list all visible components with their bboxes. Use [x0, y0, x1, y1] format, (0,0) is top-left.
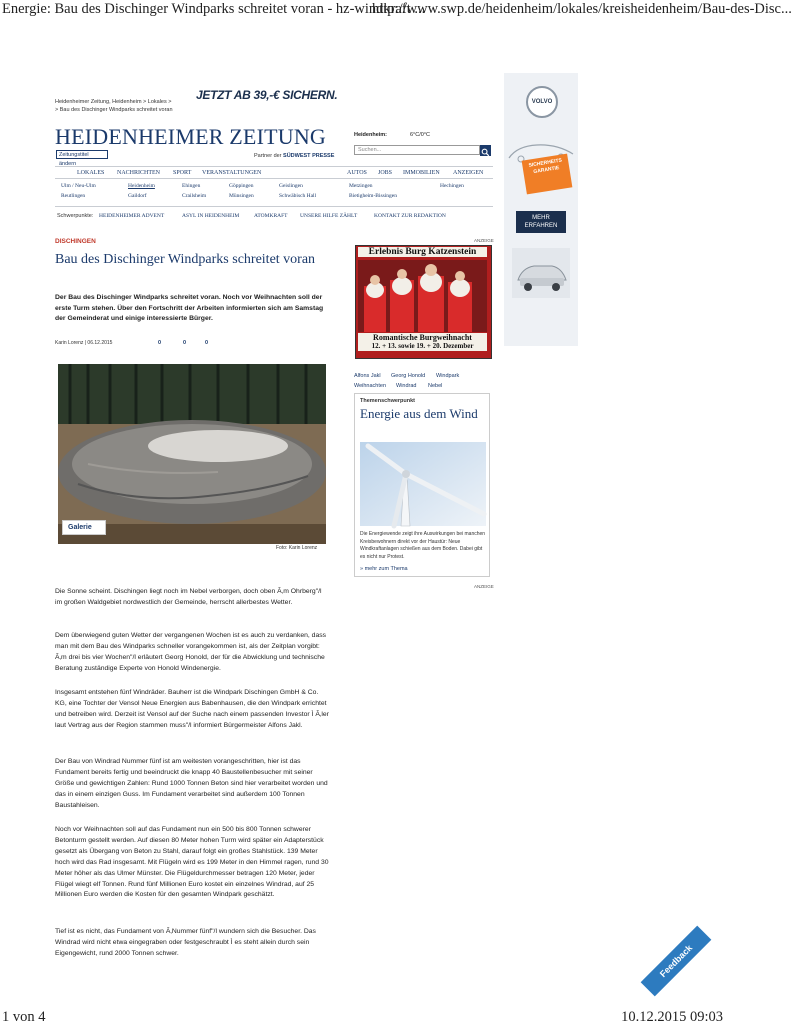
tag-link[interactable]: Georg Honold	[391, 373, 426, 379]
event-ad-line: Romantische Burgweihnacht	[373, 333, 472, 342]
santa-claus-image	[358, 260, 487, 332]
print-datetime: 10.12.2015 09:03	[621, 1009, 723, 1025]
nav-sport[interactable]: SPORT	[173, 170, 192, 176]
search-icon	[480, 147, 491, 158]
nav-immobilien[interactable]: IMMOBILIEN	[403, 170, 440, 176]
top-banner-ad[interactable]: JETZT AB 39,-€ SICHERN.	[196, 88, 338, 102]
nav-divider	[55, 166, 493, 167]
hot-topic-link[interactable]: UNSERE HILFE ZÄHLT	[300, 213, 358, 219]
article-byline: Karin Lorenz | 06.12.2015	[55, 340, 113, 346]
nav-divider	[55, 178, 493, 179]
region-link[interactable]: Metzingen	[349, 183, 373, 189]
region-link-active[interactable]: Heidenheim	[128, 183, 155, 189]
partner-line	[254, 153, 334, 159]
nav-veranstaltungen[interactable]: VERANSTALTUNGEN	[202, 170, 262, 176]
article-headline: Bau des Dischinger Windparks schreitet voran	[55, 252, 316, 267]
guarantee-badge: SICHERHEITS GARANTIE	[522, 154, 573, 195]
event-ad-subtitle	[358, 333, 487, 351]
region-link[interactable]: Ulm / Neu-Ulm	[61, 183, 96, 189]
hot-topic-link[interactable]: HEIDENHEIMER ADVENT	[99, 213, 165, 219]
wind-turbine-image[interactable]	[360, 442, 486, 526]
gallery-button[interactable]: Galerie	[62, 520, 106, 535]
nav-jobs[interactable]: JOBS	[378, 170, 393, 176]
partner-prefix: Partner der	[254, 153, 282, 159]
tag-link[interactable]: Weihnachten	[354, 383, 387, 389]
topic-more-link[interactable]: » mehr zum Thema	[360, 566, 408, 572]
article-kicker: DISCHINGEN	[55, 238, 96, 245]
region-link[interactable]: Münsingen	[229, 193, 254, 199]
event-ad-title: Erlebnis Burg Katzenstein	[358, 247, 487, 257]
ad-label: ANZEIGE	[474, 238, 494, 243]
article-paragraph: Noch vor Weihnachten soll auf das Fundament nun ein 500 bis 800 Tonnen schwerer Betonturm gestellt werden. Auf diesen 80 Meter hohen Turm wird später ein Adapterstück gesetzt als Übergang von Beton zu Stahl, darauf folgt ein großes Stahlstück. 139 Meter hoch wird das Rad insgesamt. Mit Flügeln wird es 199 Meter in den Himmel ragen, rund 30 Meter höher als das Ulmer Münster. Die Flügeldurchmesser betragen 120 Meter, jeder Flügel wiegt elf Tonnen. Rund fünf Millionen Euro kostet ein einzelnes Windrad, auf 25 Millionen Euro werden die Kosten für den gesamten Windpark geschätzt.	[55, 826, 329, 899]
article-photo[interactable]	[58, 364, 326, 544]
nav-lokales[interactable]: LOKALES	[77, 170, 105, 176]
weather-location: Heidenheim:	[354, 132, 388, 138]
print-page-number: 1 von 4	[2, 1009, 46, 1025]
region-link[interactable]: Gaildorf	[128, 193, 147, 199]
region-link[interactable]: Reutlingen	[61, 193, 86, 199]
newspaper-logo[interactable]: HEIDENHEIMER ZEITUNG	[55, 124, 326, 149]
article-lead: Der Bau des Dischinger Windparks schreitet voran. Noch vor Weihnachten soll der erste Turm stehen. Über den Fortschritt der Arbeiten informierten sich am Samstag der Gemeinderat und einige interessierte Bürger.	[55, 294, 324, 322]
article-paragraph: Dem überwiegend guten Wetter der vergangenen Wochen ist es auch zu verdanken, dass man mit dem Bau des Windparks schneller vorangekommen ist, als der Zeitplan vorgibt: Ã‚m drei bis vier Wochen"/l erläutert Georg Honold, der für die Abwicklung und technische Beratung zuständige Experte von Honold Windenergie.	[55, 632, 327, 672]
change-edition-button[interactable]: Zeitungstitel ändern	[56, 150, 108, 159]
share-count-twitter[interactable]: 0	[183, 340, 187, 346]
topic-title[interactable]: Energie aus dem Wind	[360, 406, 478, 421]
topic-description: Die Energiewende zeigt ihre Auswirkungen bei manchen Kreisbewohnern direkt vor der Haustür: Neue Windkraftanlagen schießen aus dem Boden. Dabei gibt es nicht nur Protest.	[360, 531, 486, 560]
tag-link[interactable]: Windrad	[396, 383, 417, 389]
search-button[interactable]	[480, 145, 491, 156]
car-image	[512, 248, 570, 298]
hot-topics-label: Schwerpunkte:	[57, 213, 94, 219]
nav-nachrichten[interactable]: NACHRICHTEN	[117, 170, 160, 176]
partner-name[interactable]: SÜDWEST PRESSE	[283, 153, 335, 159]
nav-anzeigen[interactable]: ANZEIGEN	[453, 170, 484, 176]
tag-row	[354, 373, 494, 381]
search-input[interactable]: Suchen...	[354, 145, 480, 155]
article-paragraph: Insgesamt entstehen fünf Windräder. Bauherr ist die Windpark Dischingen GmbH & Co. KG, eine Tochter der Vensol Neue Energien aus Babenhausen, die den Windpark errichtet und betreiben wird. Derzeit ist Vensol auf der Suche nach einem passenden Investor Ì Ã‚ler laut Vertrag aus der Region stammen muss"/l informiert Bürgermeister Alfons Jakl.	[55, 689, 329, 729]
region-link[interactable]: Bietigheim-Bissingen	[349, 193, 397, 199]
breadcrumb	[55, 98, 180, 114]
nav-autos[interactable]: AUTOS	[347, 170, 367, 176]
photo-caption: Foto: Karin Lorenz	[276, 545, 318, 551]
breadcrumb-line[interactable]: Heidenheimer Zeitung, Heidenheim > Lokales >	[55, 99, 172, 105]
article-paragraph: Der Bau von Windrad Nummer fünf ist am weitesten vorangeschritten, hier ist das Fundament bereits fertig und beeindruckt die knapp 40 Baustellenbesucher mit seiner Größe und gewichtigen Zahlen: Rund 1000 Tonnen Beton sind hier verarbeitet worden und das in einem einzigen Guss. Im Fundament verarbeitet sind außerdem 100 Tonnen Baustahleisen.	[55, 758, 328, 809]
nav-divider	[55, 206, 493, 207]
article-paragraph: Tief ist es nicht, das Fundament von Ã‚Nummer fünf"/l wundern sich die Besucher. Das Windrad wird nicht etwa eingegraben oder festgeschraubt Ì es steht allein durch sein Eigengewicht, rund 2000 Tonnen schwer.	[55, 928, 316, 957]
hot-topic-link[interactable]: KONTAKT ZUR REDAKTION	[374, 213, 446, 219]
region-link[interactable]: Ehingen	[182, 183, 201, 189]
ad-label: ANZEIGE	[474, 584, 494, 589]
hot-topic-link[interactable]: ASYL IN HEIDENHEIM	[182, 213, 240, 219]
region-nav-row	[55, 193, 495, 201]
mehr-erfahren-button[interactable]: MEHR ERFAHREN	[516, 211, 566, 233]
tag-row	[354, 383, 494, 391]
region-link[interactable]: Hechingen	[440, 183, 464, 189]
region-link[interactable]: Schwäbisch Hall	[279, 193, 317, 199]
tag-link[interactable]: Alfons Jakl	[354, 373, 381, 379]
article-paragraph: Die Sonne scheint. Dischingen liegt noch im Nebel verborgen, doch oben Ã‚m Ohrberg"/l im großen Waldgebiet nordwestlich der Gemeinde, herrscht allerbestes Wetter.	[55, 588, 322, 606]
share-count-google[interactable]: 0	[205, 340, 209, 346]
region-link[interactable]: Göppingen	[229, 183, 254, 189]
weather-value: 6°C/0°C	[410, 132, 430, 138]
tag-link[interactable]: Nebel	[428, 383, 443, 389]
tag-link[interactable]: Windpark	[436, 373, 460, 379]
main-nav	[55, 170, 493, 178]
feedback-button[interactable]: Feedback	[641, 926, 712, 997]
breadcrumb-line: > Bau des Dischinger Windparks schreitet voran	[55, 107, 173, 113]
region-link[interactable]: Geislingen	[279, 183, 303, 189]
print-page-url: http://www.swp.de/heidenheim/lokales/kreisheidenheim/Bau-des-Disc...	[372, 1, 792, 17]
region-link[interactable]: Crailsheim	[182, 193, 207, 199]
print-page-title: Energie: Bau des Dischinger Windparks schreitet voran - hz-windkraft ...	[2, 1, 426, 17]
topic-kicker: Themenschwerpunkt	[360, 398, 416, 404]
volvo-logo: VOLVO	[526, 86, 558, 118]
region-nav-row	[55, 183, 495, 191]
share-count-facebook[interactable]: 0	[158, 340, 162, 346]
event-ad-dates: 12. + 13. sowie 19. + 20. Dezember	[371, 342, 474, 350]
hot-topic-link[interactable]: ATOMKRAFT	[254, 213, 288, 219]
